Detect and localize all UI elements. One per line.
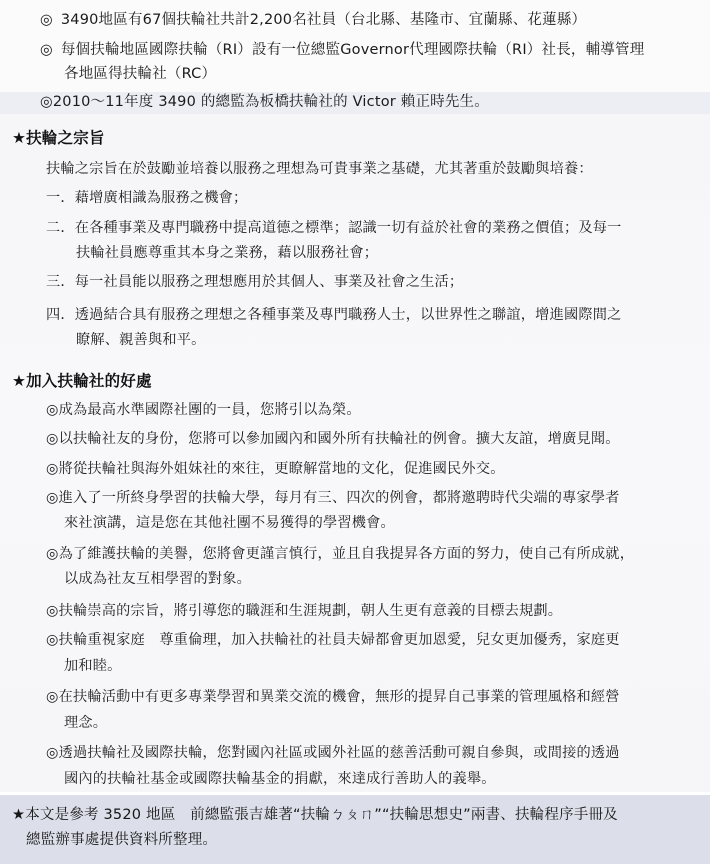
purpose-item-number: 四． bbox=[46, 307, 75, 323]
purpose-item-4-line-2: 瞭解、親善與和平。 bbox=[76, 332, 206, 348]
benefit-item-9-line-2: 國內的扶輪社基金或國際扶輪基金的捐獻，來達成行善助人的義舉。 bbox=[64, 771, 496, 787]
intro-bullet: ◎ bbox=[40, 12, 53, 28]
purpose-item-number: 三． bbox=[46, 274, 75, 290]
purpose-item-number: 二． bbox=[46, 220, 75, 236]
benefits-title: ★加入扶輪社的好處 bbox=[12, 372, 152, 390]
purpose-item-number: 一． bbox=[46, 190, 75, 206]
benefit-item-6: ◎扶輪崇高的宗旨，將引導您的職涯和生涯規劃，朝人生更有意義的目標去規劃。 bbox=[46, 603, 563, 619]
benefit-item-5: ◎為了維護扶輪的美譽，您將會更謹言慎行，並且自我提昇各方面的努力，使自己有所成就， bbox=[46, 546, 635, 562]
purpose-item-text: 藉增廣相識為服務之機會； bbox=[74, 190, 248, 206]
benefit-item-4: ◎進入了一所終身學習的扶輪大學，每月有三、四次的例會，都將邀聘時代尖端的專家學者 bbox=[46, 490, 620, 506]
purpose-intro: 扶輪之宗旨在於鼓勵並培養以服務之理想為可貴事業之基礎，尤其著重於鼓勵與培養： bbox=[46, 161, 593, 177]
purpose-item-2-line-2: 扶輪社員應尊重其本身之業務，藉以服務社會； bbox=[76, 245, 379, 261]
benefit-item-3: ◎將從扶輪社與海外姐妹社的來往，更瞭解當地的文化，促進國民外交。 bbox=[46, 461, 505, 477]
governor-note: ◎2010～11年度 3490 的總監為板橋扶輪社的 Victor 賴正時先生。 bbox=[40, 94, 489, 110]
benefit-item-9: ◎透過扶輪社及國際扶輪，您對國內社區或國外社區的慈善活動可親自參與，或間接的透過 bbox=[46, 745, 620, 761]
purpose-item-2 bbox=[46, 219, 622, 237]
purpose-item-text: 在各種事業及專門職務中提高道德之標準；認識一切有益於社會的業務之價值；及每一 bbox=[74, 220, 622, 236]
benefit-item-4-line-2: 來社演講，這是您在其他社團不易獲得的學習機會。 bbox=[64, 515, 395, 531]
footer-line-1: ★本文是參考 3520 地區 前總監張吉雄著“扶輪ㄅㄆㄇ”“扶輪思想史”兩書、扶輪程序手冊及 bbox=[12, 807, 618, 823]
footer-line-2: 總監辦事處提供資料所整理。 bbox=[26, 832, 218, 848]
benefit-item-7-line-2: 加和睦。 bbox=[64, 658, 122, 674]
intro-item-2 bbox=[40, 41, 644, 59]
benefit-item-2: ◎以扶輪社友的身份，您將可以參加國內和國外所有扶輪社的例會。擴大友誼，增廣見聞。 bbox=[46, 431, 620, 447]
intro-item-2-line-2: 各地區得扶輪社（RC） bbox=[64, 66, 217, 82]
purpose-title: ★扶輪之宗旨 bbox=[12, 129, 105, 147]
purpose-item-3 bbox=[46, 273, 463, 291]
benefit-item-7: ◎扶輪重視家庭 尊重倫理，加入扶輪社的社員夫婦都會更加恩愛，兒女更加優秀，家庭更 bbox=[46, 632, 620, 648]
purpose-item-text: 透過結合具有服務之理想之各種事業及專門職務人士，以世界性之聯誼，增進國際間之 bbox=[74, 307, 622, 323]
intro-item-2-line-1: 每個扶輪地區國際扶輪（RI）設有一位總監Governor代理國際扶輪（RI）社長，輔導管理 bbox=[60, 42, 645, 58]
benefit-item-1: ◎成為最高水準國際社團的一員，您將引以為榮。 bbox=[46, 402, 361, 418]
intro-bullet: ◎ bbox=[40, 42, 53, 58]
benefit-item-5-line-2: 以成為社友互相學習的對象。 bbox=[64, 571, 252, 587]
intro-item-1 bbox=[40, 11, 586, 29]
intro-item-1-line-1: 3490地區有67個扶輪社共計2,200名社員（台北縣、基隆市、宜蘭縣、花蓮縣） bbox=[60, 12, 587, 28]
purpose-item-1 bbox=[46, 189, 247, 207]
benefit-item-8: ◎在扶輪活動中有更多專業學習和異業交流的機會，無形的提昇自己事業的管理風格和經營 bbox=[46, 689, 620, 705]
purpose-item-4 bbox=[46, 306, 622, 324]
benefit-item-8-line-2: 理念。 bbox=[64, 715, 108, 731]
purpose-item-text: 每一社員能以服務之理想應用於其個人、事業及社會之生活； bbox=[74, 274, 464, 290]
